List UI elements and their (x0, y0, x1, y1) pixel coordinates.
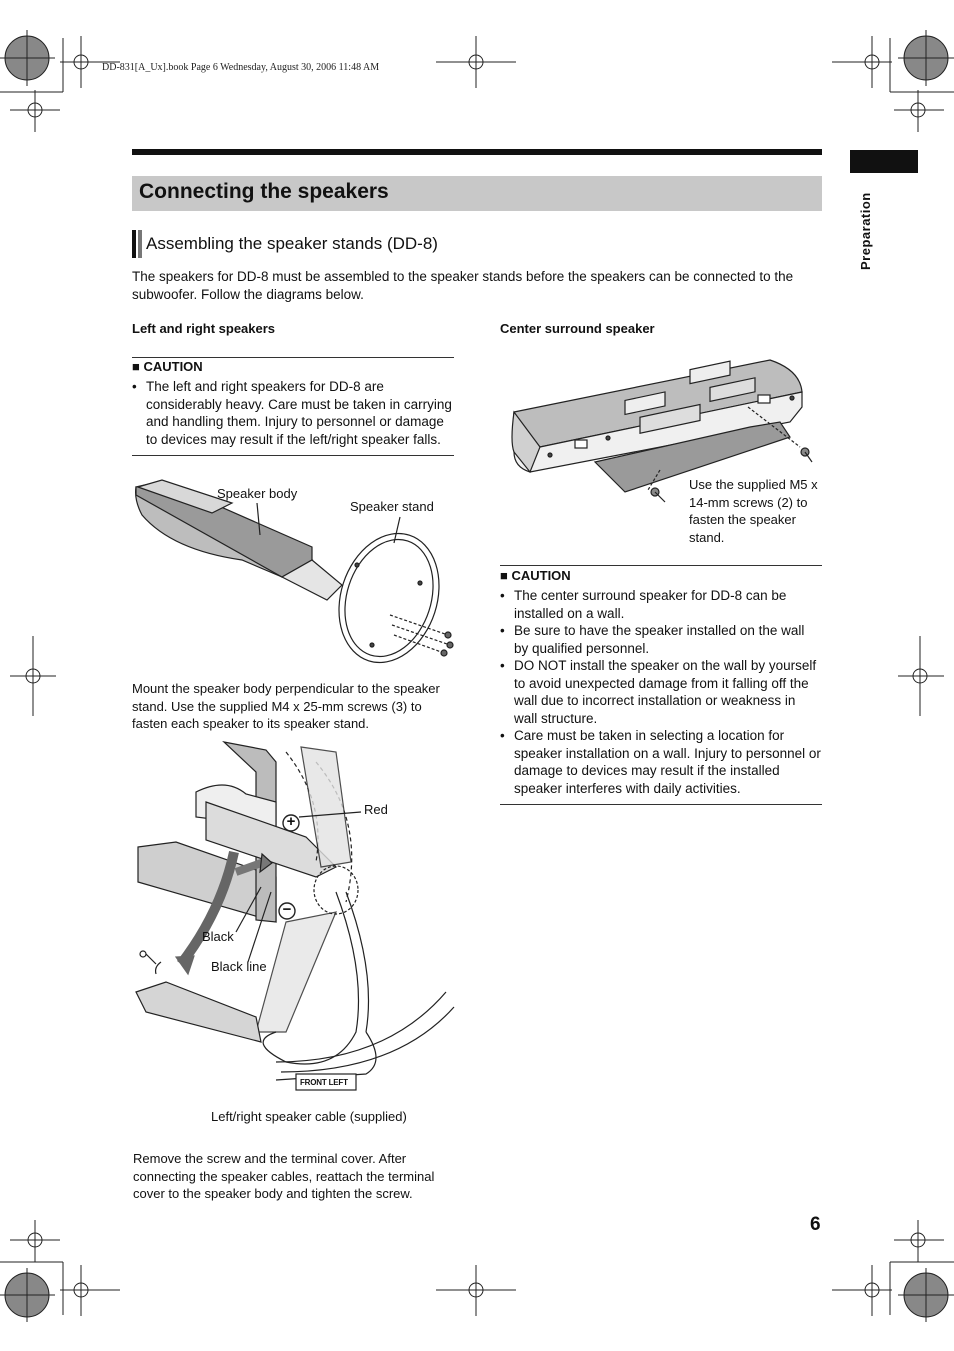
caution-rule-bottom-right (500, 804, 822, 805)
minus-terminal-symbol: − (282, 901, 292, 918)
label-black-line: Black line (211, 959, 267, 974)
caution-rule-top (132, 357, 454, 358)
terminal-connection-figure (136, 742, 456, 1092)
caution-rule-top-right (500, 565, 822, 566)
label-black-wire: Black (202, 929, 234, 944)
center-figure-caption: Use the supplied M5 x 14-mm screws (2) to fasten the speaker stand. (689, 477, 818, 545)
caution-title-left: ■ CAUTION (132, 359, 203, 374)
label-speaker-body: Speaker body (217, 486, 298, 501)
caution-item: • The left and right speakers for DD-8 are considerably heavy. Care must be taken in carrying and handling them. Injury to personnel or damage to devices may result if the left/right speaker falls. (132, 378, 454, 448)
remove-cover-instruction: Remove the screw and the terminal cover. After connecting the speaker cables, reattach the terminal cover to the speaker body and tighten the screw. (133, 1151, 435, 1201)
book-header-line: DD-831[A_Ux].book Page 6 Wednesday, August 30, 2006 11:48 AM (102, 62, 380, 73)
section-title: Connecting the speakers (139, 180, 389, 203)
caution-item: • Be sure to have the speaker installed on the wall by qualified personnel. (500, 622, 822, 657)
subsection-title: Assembling the speaker stands (DD-8) (146, 234, 438, 253)
side-tab-block (850, 150, 918, 173)
left-right-heading: Left and right speakers (132, 321, 276, 336)
subsection-marker (132, 230, 136, 258)
caution-item: • The center surround speaker for DD-8 can be installed on a wall. (500, 587, 822, 622)
intro-paragraph: The speakers for DD-8 must be assembled to the speaker stands before the speakers can be connected to the subwoofer. Follow the diagrams below. (132, 269, 794, 302)
caution-title-right: ■ CAUTION (500, 568, 571, 583)
subsection-marker-grey (138, 230, 142, 258)
caution-list-left (132, 378, 454, 448)
center-speaker-heading: Center surround speaker (500, 321, 655, 336)
label-speaker-cable: Left/right speaker cable (supplied) (211, 1109, 407, 1124)
page-number: 6 (810, 1214, 821, 1235)
caution-item: • Care must be taken in selecting a location for speaker installation on a wall. Injury to personnel or damage to devices may result if the installed speaker interferes with daily activities. (500, 727, 822, 797)
cable-tag: FRONT LEFT (300, 1078, 348, 1087)
top-rule (132, 149, 822, 155)
label-speaker-stand: Speaker stand (350, 499, 434, 514)
caution-item: • DO NOT install the speaker on the wall by yourself to avoid unexpected damage from it falling off the wall due to incorrect installation or weakness in wall structure. (500, 657, 822, 727)
caution-list-right (500, 587, 822, 797)
plus-terminal-symbol: + (286, 813, 296, 830)
side-tab-label: Preparation (858, 192, 873, 270)
label-red-wire: Red (364, 802, 388, 817)
caution-rule-bottom (132, 455, 454, 456)
mount-instruction: Mount the speaker body perpendicular to the speaker stand. Use the supplied M4 x 25-mm screws (3) to fasten each speaker to its speaker stand. (132, 681, 440, 731)
